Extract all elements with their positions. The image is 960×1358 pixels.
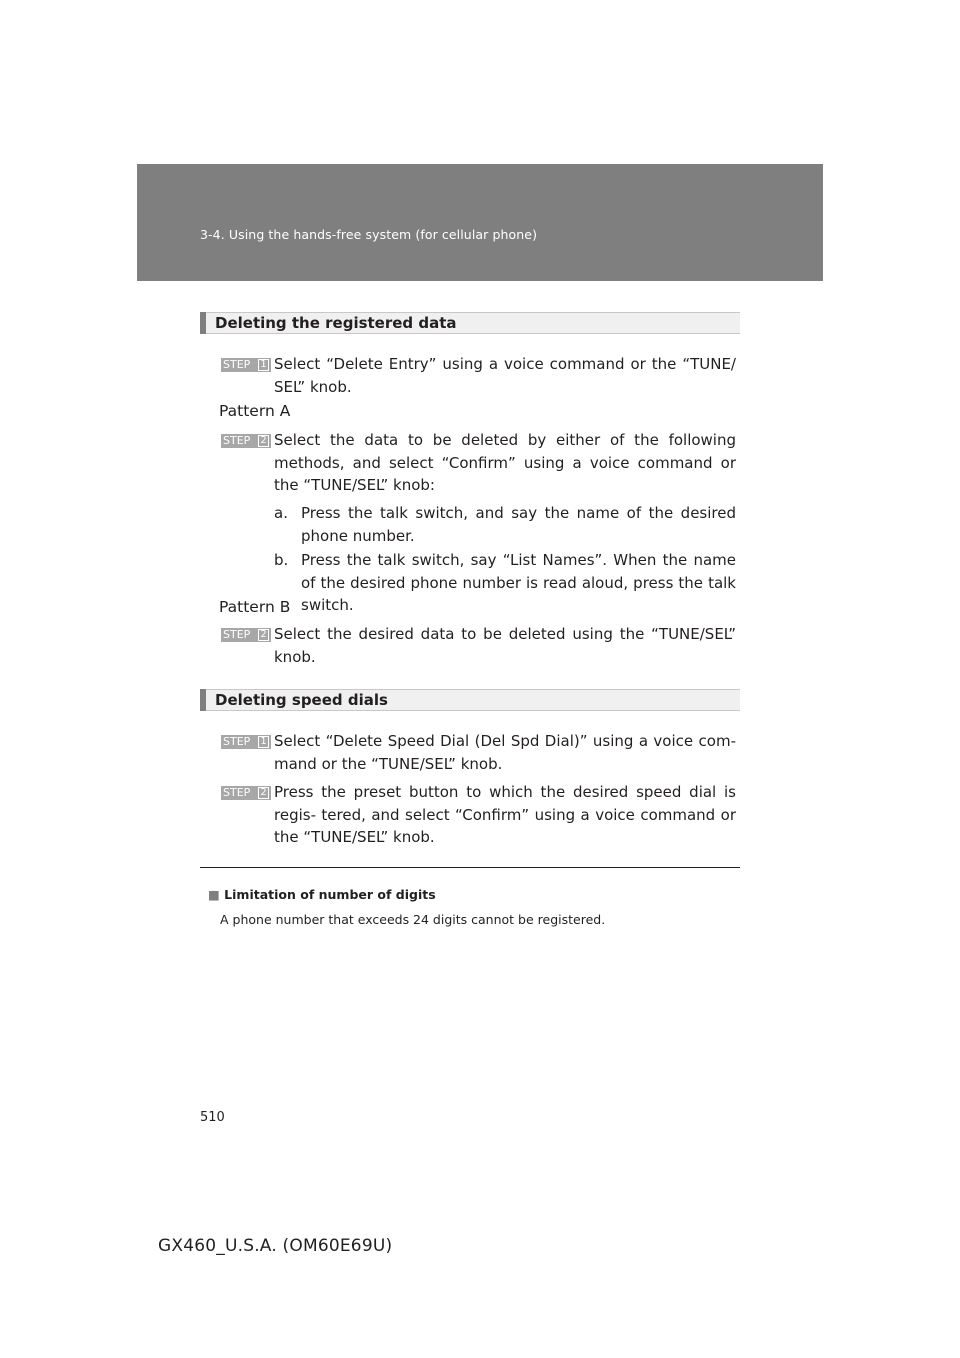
step-badge: STEP 1: [221, 358, 271, 372]
page-number: 510: [200, 1110, 225, 1125]
section-title: Deleting speed dials: [215, 691, 388, 709]
note-text: A phone number that exceeds 24 digits cannot be registered.: [220, 912, 606, 927]
step-badge: STEP 2: [221, 786, 271, 800]
step-badge: STEP 1: [221, 735, 271, 749]
step-text: Select the desired data to be deleted using the “TUNE/SEL” knob.: [274, 625, 736, 666]
section-heading-deleting-registered-data: [200, 312, 740, 334]
pattern-a-label: Pattern A: [219, 402, 291, 420]
square-bullet-icon: ■: [208, 887, 220, 902]
chapter-title: 3-4. Using the hands-free system (for cellular phone): [200, 227, 538, 242]
step-text: Select “Delete Entry” using a voice command or the “TUNE/ SEL” knob.: [274, 355, 736, 396]
step-text: Select “Delete Speed Dial (Del Spd Dial)” using a voice com- mand or the “TUNE/SEL” knob.: [274, 732, 736, 773]
section-accent: [200, 689, 206, 711]
list-item: b. Press the talk switch, say “List Names”. When the name of the desired phone number is read aloud, press the talk switch.: [274, 551, 736, 614]
divider: [200, 867, 740, 868]
pattern-b-label: Pattern B: [219, 598, 291, 616]
step-text: Select the data to be deleted by either of the following methods, and select “Confirm” using a voice command or the “TUNE/SEL” knob:: [274, 431, 736, 494]
step-text: Press the preset button to which the desired speed dial is regis- tered, and select “Confirm” using a voice command or the “TUNE/SEL” knob.: [274, 783, 736, 846]
step-badge: STEP 2: [221, 628, 271, 642]
section-title: Deleting the registered data: [215, 314, 457, 332]
note-heading: ■ Limitation of number of digits: [208, 887, 436, 902]
footer-code: GX460_U.S.A. (OM60E69U): [158, 1236, 393, 1256]
list-item: a. Press the talk switch, and say the name of the desired phone number.: [274, 504, 736, 545]
step-badge: STEP 2: [221, 434, 271, 448]
header-band: [137, 164, 823, 281]
section-heading-deleting-speed-dials: [200, 689, 740, 711]
section-accent: [200, 312, 206, 334]
